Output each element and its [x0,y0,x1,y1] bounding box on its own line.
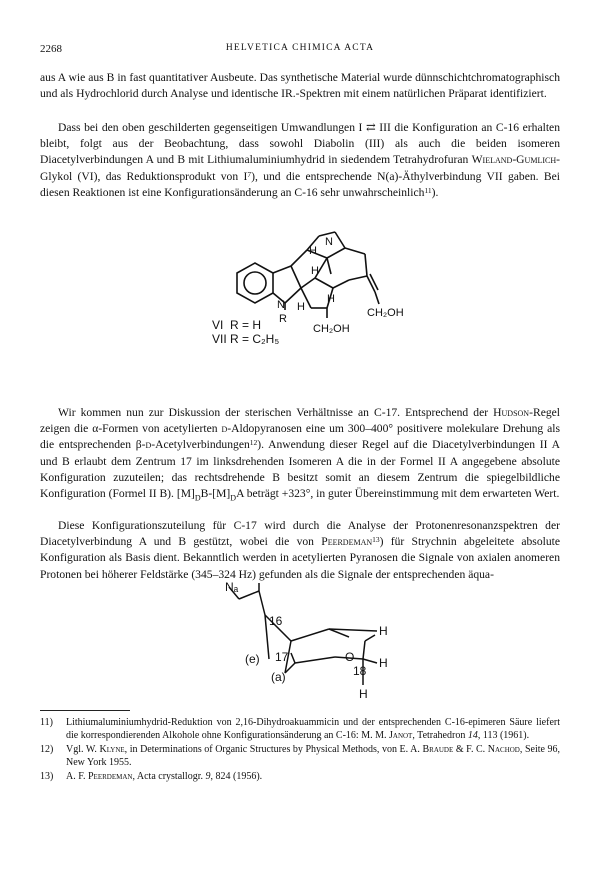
footnote-number: 12) [40,744,54,756]
paragraph-text [40,120,560,201]
footnote-ref: 12 [249,438,258,448]
atom-label: CH₂OH [367,307,404,319]
benzene-ring [237,263,273,303]
compound-formula: R = H [230,318,262,332]
paragraph-text [40,70,560,102]
paragraph-4 [40,518,560,583]
bond [291,250,307,266]
bond [335,232,345,248]
bond [291,653,295,663]
paragraph-text [40,518,560,583]
author-name: Wieland-Gumlich [471,153,557,167]
atom-label: 18 [353,664,367,678]
text-run: , Seite 96, New York 1955. [66,744,561,768]
atom-label: H [359,687,368,700]
paragraph-3 [40,405,560,507]
atom-label: H [327,293,335,305]
atom-label: (e) [245,652,260,666]
footnote-ref: 13 [372,535,380,545]
author-name: Nachod [487,744,520,756]
atom-label: H [309,245,317,257]
atom-label: 17 [275,650,289,664]
text-run: , Tetrahedron [412,729,468,741]
bond [349,276,367,280]
text-run: A. F. [66,771,88,783]
footnotes [40,717,560,786]
volume-number: 14 [467,729,478,741]
atom-label: Nₐ [225,580,239,594]
text-run: -Glykol (VI), das Reduktionsprodukt von I [40,153,560,183]
small-caps-d: d [145,438,152,452]
bond [363,641,365,659]
text-run: , 113 (1961). [477,729,530,741]
text-run: Dass bei den oben geschilderten gegenseitigen Umwandlungen I ⇄ III die Konfiguration an C-16 erhalten bleibt, folgt aus der Beobachtung, dass sowohl Diabolin (III) als auch die beiden isomeren Diacetylverbindungen A und B mit Lithiumaluminiumhydrid in siedendem Tetrahydrofuran [40,121,560,167]
text-run: B-[M] [200,487,231,501]
small-caps-d: d [221,422,228,436]
atom-label: H [311,265,319,277]
bond [273,266,291,273]
atom-label: H [297,301,305,313]
paragraph-text [40,405,560,507]
author-name: Klyne [99,744,125,756]
subscript: D [194,493,201,503]
bond [291,629,329,641]
atom-label: H [379,624,388,638]
text-run: Wir kommen nun zur Diskussion der sterischen Verhältnisse an C-17. Entsprechend der [58,406,494,419]
bond [365,254,367,276]
text-run: -Regel zeigen die α-Formen von acetylierten [40,406,560,436]
text-run: , 824 (1956). [210,771,263,783]
text-run: aus A wie aus B in fast quantitativer Ausbeute. Das synthetische Material wurde dünnschichtchromatographisch und als Hydrochlorid durch Analyse und identische IR.-Spektren mit einem natürlichen Präparat identifiziert. [40,71,560,101]
atom-label: H [379,656,388,670]
paragraph-2 [40,120,560,201]
atom-label: N [325,236,333,248]
compound-labels [212,318,279,346]
text-run: ), und die entsprechende N(a)-Äthylverbindung VII gaben. Bei diesen Reaktionen ist eine Konfigurationsänderung an C-16 sehr unwahrscheinlich [40,169,560,199]
text-run: , Acta crystallogr. [132,771,206,783]
bond [363,659,377,663]
page-number: 2268 [40,43,62,55]
author-name: Braude [422,744,454,756]
footnote [40,771,560,784]
bond [375,292,379,304]
text-run: -Acetylverbindungen [151,438,250,452]
bond [295,657,335,663]
footnote-number: 11) [40,717,53,728]
bond [367,276,375,292]
author-name: Peerdeman [87,771,133,783]
footnote-number: 13) [40,771,54,783]
text-run: A beträgt +323°, in guter Übereinstimmung mit dem erwarteten Wert. [236,487,560,501]
compound-number: VI [212,318,224,332]
atom-label: 16 [269,614,283,628]
footnote-rule [40,710,130,711]
structure-conformation [225,577,425,700]
paragraph-1 [40,70,560,102]
text-run: Diese Konfigurationszuteilung für C-17 wird durch die Analyse der Protonenresonanzspektren der Diacetylverbindung A und B gestützt, wobei die von [40,519,560,549]
bond [370,274,378,290]
atom-label: N [277,299,285,311]
subscript: D [230,493,237,503]
page-header [40,43,560,59]
atom-label: R [279,313,287,325]
journal-title: HELVETICA CHIMICA ACTA [225,43,375,53]
bond [239,591,259,599]
footnote-ref: 11 [424,185,432,195]
compound-number: VII [212,332,227,346]
text-run: -Aldopyranosen eine um 300–400° positivere molekulare Drehung als die entsprechenden β- [40,422,561,452]
author-name: Hudson [493,406,530,419]
text-run: & F. C. [453,744,488,756]
text-run: Vgl. W. [66,744,100,756]
compound-label-row [212,318,279,332]
bond [327,258,331,274]
bond [329,629,377,631]
footnote-ref: 7 [247,169,252,179]
compound-label-row [212,332,279,346]
text-run: ). Anwendung dieser Regel auf die Diacetylverbindungen II A und B erlaubt dem Zentrum 17 im linksdrehenden Isomeren A die in der Formel II A angegebene absolute Konfiguration zuzuteilen; das rechtsdrehende B besitzt somit an diesem Zentrum die spiegelbildliche Konfiguration (Formel II B). [M] [40,438,560,501]
text-run: ). [431,185,439,199]
text-run: Lithiumaluminiumhydrid-Reduktion von 2,16-Dihydroakuammicin und der entsprechenden C-16-epimeren Säure liefert die korrespondierenden Alkohole ohne Konfigurationsänderung an C-16: M. M. [66,717,560,741]
bond [327,248,345,258]
bond [259,591,265,615]
bond [333,280,349,288]
author-name: Janot [389,729,413,741]
bond [345,248,365,254]
atom-label: O [345,650,355,664]
footnote [40,744,560,769]
bond [291,266,301,288]
bond [365,635,375,641]
text-run: ) für Strychnin abgeleitete absolute Konfiguration als Basis dient. Bekanntlich werden in acetylierten Pyranosen die Signale von axialen anomeren Protonen bei höherer Feldstärke (345–324 Hz) gefunden als die Signale der entsprechenden äqua- [40,535,561,581]
bond [315,278,333,288]
atom-label: (a) [271,670,286,684]
atom-label: CH₂OH [313,323,350,335]
aromatic-circle [244,272,266,294]
volume-number: 9 [205,771,211,783]
footnote [40,717,560,742]
author-name: Peerdeman [321,535,373,549]
bond [301,278,315,288]
text-run: , in Determinations of Organic Structures by Physical Methods, von E. A. [124,744,423,756]
compound-formula: R = C₂H₅ [230,332,280,346]
